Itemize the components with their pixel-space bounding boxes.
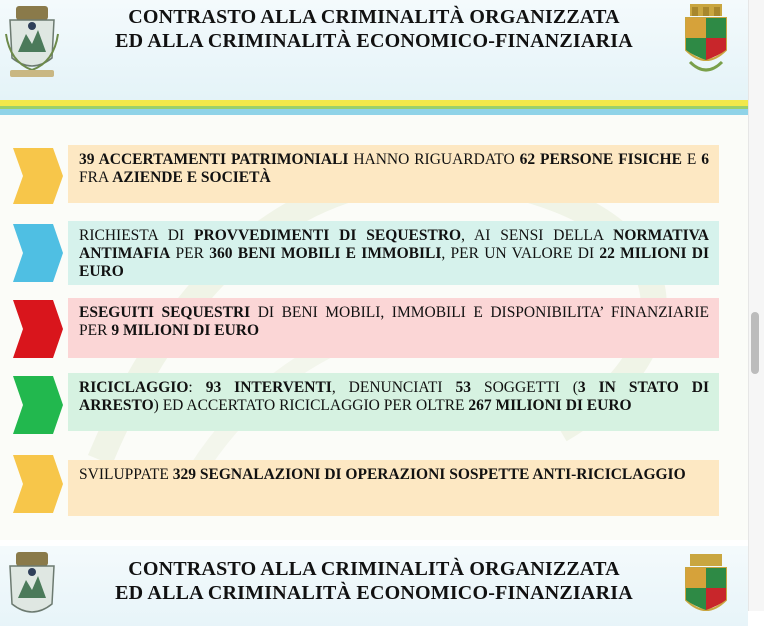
guardia-di-finanza-crest-icon — [4, 4, 60, 82]
item-3-seg-3: 9 MILIONI DI EURO — [111, 322, 260, 339]
item-riciclaggio — [68, 373, 719, 431]
header-title-line-2: ED ALLA CRIMINALITÀ ECONOMICO-FINANZIARIA — [115, 30, 633, 52]
item-4-seg-4: , DENUNCIATI — [331, 379, 456, 396]
bullet-chevron-red — [13, 300, 63, 358]
bullet-chevron-green — [13, 376, 63, 434]
item-4-seg-9: 267 MILIONI DI EURO — [468, 397, 632, 414]
item-2-seg-6: 360 BENI MOBILI E IMMOBILI — [209, 245, 442, 262]
item-4-seg-2: : — [188, 379, 206, 396]
item-3-seg-2: DI BENI MOBILI, IMMOBILI E DISPONIBILITA’ FINANZIARIE PER — [79, 304, 709, 339]
item-4-seg-6: SOGGETTI ( — [471, 379, 578, 396]
item-2-seg-2: PROVVEDIMENTI DI SEQUESTRO — [194, 227, 462, 244]
vertical-scrollbar[interactable] — [748, 0, 764, 611]
item-accertamenti-patrimoniali — [68, 145, 719, 203]
item-1-seg-1: 39 ACCERTAMENTI PATRIMONIALI — [79, 151, 349, 168]
header-band-blue — [0, 109, 748, 115]
item-2-seg-1: RICHIESTA DI — [79, 227, 195, 244]
municipal-coat-of-arms-icon — [680, 554, 732, 626]
item-4-seg-5: 53 — [455, 379, 471, 396]
item-2-seg-5: PER — [170, 245, 210, 262]
slide-header — [0, 0, 748, 100]
item-2-seg-8: 22 MILIONI DI EURO — [79, 245, 709, 280]
bullet-chevron-yellow — [13, 148, 63, 204]
bullet-chevron-blue — [13, 224, 63, 282]
item-1-seg-4: E — [681, 151, 702, 168]
item-2-seg-7: , PER UN VALORE DI — [441, 245, 600, 262]
item-4-seg-1: RICICLAGGIO — [79, 379, 189, 396]
item-5-seg-2: 329 SEGNALAZIONI DI OPERAZIONI SOSPETTE ANTI-RICICLAGGIO — [172, 466, 686, 483]
item-1-seg-3: 62 PERSONE FISICHE — [519, 151, 682, 168]
next-slide-page — [0, 546, 748, 626]
item-1-seg-5: 6 — [701, 151, 710, 168]
next-slide-header — [0, 546, 748, 626]
next-header-title-line-2: ED ALLA CRIMINALITÀ ECONOMICO-FINANZIARIA — [115, 582, 633, 604]
bullet-chevron-yellow — [13, 455, 63, 513]
item-5-seg-1: SVILUPPATE — [79, 466, 173, 483]
municipal-coat-of-arms-icon — [680, 4, 732, 80]
item-4-seg-7: 3 IN STATO DI ARRESTO — [79, 379, 709, 414]
item-4-seg-3: 93 INTERVENTI — [205, 379, 332, 396]
scrollbar-thumb[interactable] — [751, 312, 759, 374]
next-header-title-line-1: CONTRASTO ALLA CRIMINALITÀ ORGANIZZATA — [128, 558, 620, 580]
item-2-seg-4: NORMATIVA ANTIMAFIA — [79, 227, 710, 262]
item-1-seg-2: HANNO RIGUARDATO — [348, 151, 520, 168]
item-3-seg-1: ESEGUITI SEQUESTRI — [79, 304, 251, 321]
item-4-seg-8: ) ED ACCERTATO RICICLAGGIO PER OLTRE — [153, 397, 469, 414]
header-title-line-1: CONTRASTO ALLA CRIMINALITÀ ORGANIZZATA — [128, 6, 620, 28]
item-provvedimenti-sequestro — [68, 221, 719, 285]
item-sequestri-eseguiti — [68, 298, 719, 358]
item-1-seg-6: FRA — [79, 169, 113, 186]
item-segnalazioni-sospette — [68, 460, 719, 516]
guardia-di-finanza-crest-icon — [4, 550, 60, 626]
item-1-seg-7: AZIENDE E SOCIETÀ — [112, 169, 271, 186]
item-2-seg-3: , AI SENSI DELLA — [461, 227, 614, 244]
